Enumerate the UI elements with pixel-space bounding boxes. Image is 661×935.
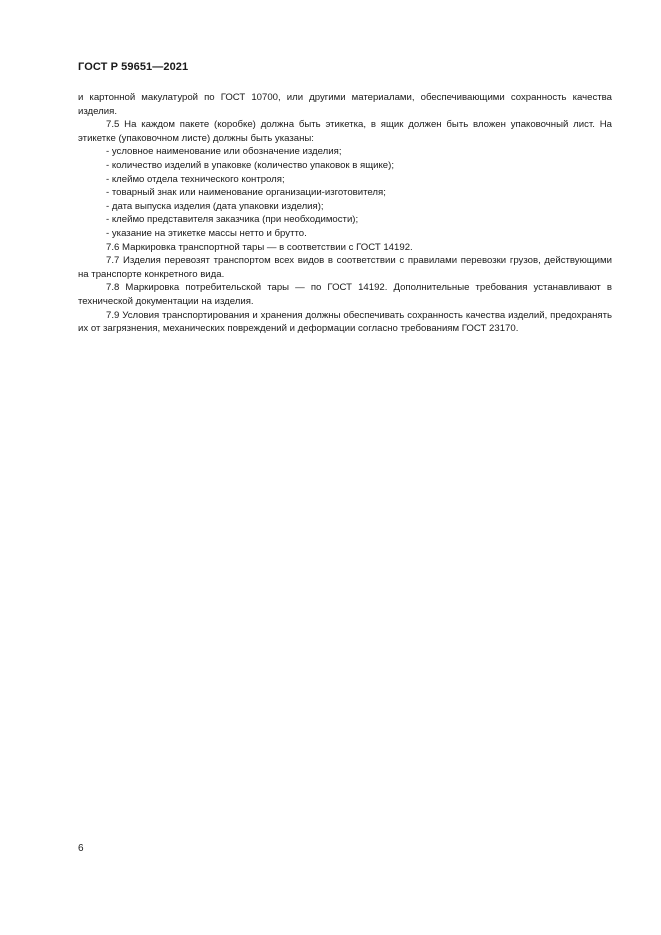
list-item: - товарный знак или наименование организации-изготовителя;	[106, 187, 386, 199]
paragraph-7-9: 7.9 Условия транспортирования и хранения должны обеспечивать сохранность качества изделий, предохранять их от загрязнения, механических повреждений и деформации согласно требованиям ГОСТ 23170.	[78, 309, 612, 335]
paragraph-7-7: 7.7 Изделия перевозят транспортом всех видов в соответствии с правилами перевозки грузов, действующими на транспорте конкретного вида.	[78, 255, 612, 280]
list-item: - клеймо представителя заказчика (при необходимости);	[106, 214, 359, 226]
paragraph-7-5: 7.5 На каждом пакете (коробке) должна быть этикетка, в ящик должен быть вложен упаковочный лист. На этикетке (упаковочном листе) должны быть указаны:	[78, 119, 612, 144]
document-body	[78, 91, 612, 336]
paragraph-7-8: 7.8 Маркировка потребительской тары — по ГОСТ 14192. Дополнительные требования устанавливают в технической документации на изделия.	[78, 282, 612, 307]
paragraph-7-6: 7.6 Маркировка транспортной тары — в соответствии с ГОСТ 14192.	[106, 241, 413, 253]
list-item: - условное наименование или обозначение изделия;	[106, 146, 342, 158]
list-item: - дата выпуска изделия (дата упаковки изделия);	[106, 200, 324, 212]
list-item: - количество изделий в упаковке (количество упаковок в ящике);	[106, 159, 394, 171]
list-item: - указание на этикетке массы нетто и брутто.	[106, 227, 307, 239]
list-item: - клеймо отдела технического контроля;	[106, 173, 285, 185]
document-header: ГОСТ Р 59651—2021	[78, 61, 189, 73]
page-number: 6	[78, 843, 84, 854]
paragraph-continuation: и картонной макулатурой по ГОСТ 10700, или другими материалами, обеспечивающими сохранность качества изделия.	[78, 92, 612, 117]
